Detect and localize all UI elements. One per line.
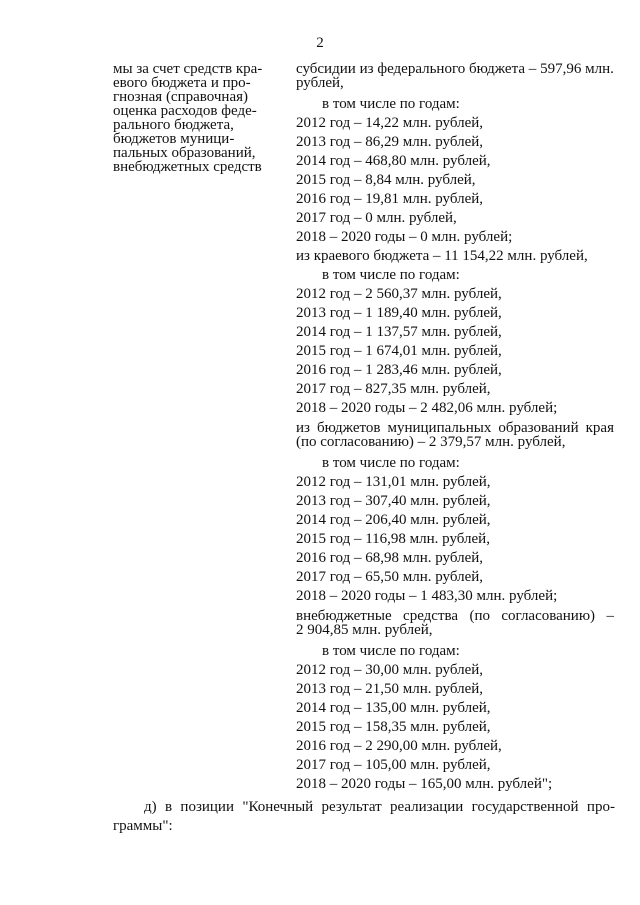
federal-year-row: 2012 год – 14,22 млн. рублей, bbox=[296, 115, 484, 131]
extrabudgetary-heading bbox=[296, 609, 614, 637]
word: образований bbox=[498, 420, 579, 436]
municipal-year-row: 2018 – 2020 годы – 1 483,30 млн. рублей; bbox=[296, 588, 558, 604]
regional-year-row: 2017 год – 827,35 млн. рублей, bbox=[296, 381, 491, 397]
municipal-year-row: 2013 год – 307,40 млн. рублей, bbox=[296, 493, 491, 509]
word: результат bbox=[321, 799, 382, 815]
extrabudgetary-heading-line-2: 2 904,85 млн. рублей, bbox=[296, 622, 433, 638]
funding-details-column bbox=[296, 62, 614, 794]
label-line: бюджетов муници- bbox=[113, 131, 235, 147]
regional-year-row: 2015 год – 1 674,01 млн. рублей, bbox=[296, 343, 502, 359]
regional-year-row: 2016 год – 1 283,46 млн. рублей, bbox=[296, 362, 502, 378]
word: согласованию) bbox=[501, 608, 596, 624]
federal-year-row: 2014 год – 468,80 млн. рублей, bbox=[296, 153, 491, 169]
federal-subsidy-line-1 bbox=[296, 62, 614, 76]
word: "Конечный bbox=[242, 799, 314, 815]
extrabudgetary-heading-line-1 bbox=[296, 609, 614, 623]
page-number: 2 bbox=[316, 35, 324, 51]
word: (по bbox=[469, 608, 490, 624]
municipal-heading-line-1 bbox=[296, 421, 614, 435]
word: субсидии bbox=[296, 61, 356, 77]
federal-by-years-label: в том числе по годам: bbox=[322, 96, 460, 112]
label-line: евого бюджета и про- bbox=[113, 75, 251, 91]
extrabudgetary-year-row: 2018 – 2020 годы – 165,00 млн. рублей"; bbox=[296, 776, 553, 792]
municipal-heading-line-2: (по согласованию) – 2 379,57 млн. рублей, bbox=[296, 434, 566, 450]
word: из bbox=[296, 420, 310, 436]
regional-year-row: 2014 год – 1 137,57 млн. рублей, bbox=[296, 324, 502, 340]
extrabudgetary-by-years-label: в том числе по годам: bbox=[322, 643, 460, 659]
closing-paragraph bbox=[113, 798, 615, 836]
municipal-year-row: 2012 год – 131,01 млн. рублей, bbox=[296, 474, 491, 490]
federal-year-row: 2013 год – 86,29 млн. рублей, bbox=[296, 134, 484, 150]
closing-line-1 bbox=[113, 798, 615, 817]
municipal-by-years-label: в том числе по годам: bbox=[322, 455, 460, 471]
label-line: пальных образований, bbox=[113, 145, 256, 161]
federal-year-row: 2018 – 2020 годы – 0 млн. рублей; bbox=[296, 229, 513, 245]
word: 597,96 bbox=[540, 61, 582, 77]
word: бюджета bbox=[469, 61, 525, 77]
word: реализации bbox=[390, 799, 464, 815]
label-line: рального бюджета, bbox=[113, 117, 234, 133]
closing-line-2: граммы": bbox=[113, 818, 173, 834]
federal-year-row: 2017 год – 0 млн. рублей, bbox=[296, 210, 457, 226]
word: бюджетов bbox=[316, 420, 381, 436]
regional-by-years-label: в том числе по годам: bbox=[322, 267, 460, 283]
federal-year-row: 2016 год – 19,81 млн. рублей, bbox=[296, 191, 484, 207]
word: края bbox=[585, 420, 614, 436]
federal-subsidy-line-2: рублей, bbox=[296, 75, 344, 91]
municipal-year-row: 2014 год – 206,40 млн. рублей, bbox=[296, 512, 491, 528]
municipal-year-row: 2016 год – 68,98 млн. рублей, bbox=[296, 550, 484, 566]
municipal-year-row: 2015 год – 116,98 млн. рублей, bbox=[296, 531, 490, 547]
federal-year-row: 2015 год – 8,84 млн. рублей, bbox=[296, 172, 476, 188]
regional-year-row: 2018 – 2020 годы – 2 482,06 млн. рублей; bbox=[296, 400, 558, 416]
position-label-column bbox=[113, 62, 265, 174]
word: в bbox=[164, 799, 173, 815]
label-line: гнозная (справочная) bbox=[113, 89, 248, 105]
word: про- bbox=[586, 799, 615, 815]
regional-year-row: 2012 год – 2 560,37 млн. рублей, bbox=[296, 286, 502, 302]
word: д) bbox=[144, 799, 157, 815]
word: государственной bbox=[471, 799, 579, 815]
word: – bbox=[528, 61, 537, 77]
extrabudgetary-year-row: 2015 год – 158,35 млн. рублей, bbox=[296, 719, 491, 735]
federal-subsidy-heading bbox=[296, 62, 614, 90]
extrabudgetary-year-row: 2017 год – 105,00 млн. рублей, bbox=[296, 757, 491, 773]
label-line: мы за счет средств кра- bbox=[113, 61, 263, 77]
extrabudgetary-year-row: 2012 год – 30,00 млн. рублей, bbox=[296, 662, 484, 678]
extrabudgetary-year-row: 2016 год – 2 290,00 млн. рублей, bbox=[296, 738, 502, 754]
word: внебюджетные bbox=[296, 608, 392, 624]
municipal-budget-heading bbox=[296, 421, 614, 449]
word: муниципальных bbox=[387, 420, 492, 436]
extrabudgetary-year-row: 2013 год – 21,50 млн. рублей, bbox=[296, 681, 484, 697]
regional-year-row: 2013 год – 1 189,40 млн. рублей, bbox=[296, 305, 502, 321]
word: из bbox=[359, 61, 374, 77]
word: федерального bbox=[377, 61, 466, 77]
label-line: внебюджетных средств bbox=[113, 159, 262, 175]
word: – bbox=[606, 608, 614, 624]
label-line: оценка расходов феде- bbox=[113, 103, 257, 119]
extrabudgetary-year-row: 2014 год – 135,00 млн. рублей, bbox=[296, 700, 491, 716]
word: млн. bbox=[585, 61, 614, 77]
word: позиции bbox=[180, 799, 234, 815]
municipal-year-row: 2017 год – 65,50 млн. рублей, bbox=[296, 569, 484, 585]
regional-budget-heading: из краевого бюджета – 11 154,22 млн. рублей, bbox=[296, 248, 588, 264]
word: средства bbox=[403, 608, 459, 624]
